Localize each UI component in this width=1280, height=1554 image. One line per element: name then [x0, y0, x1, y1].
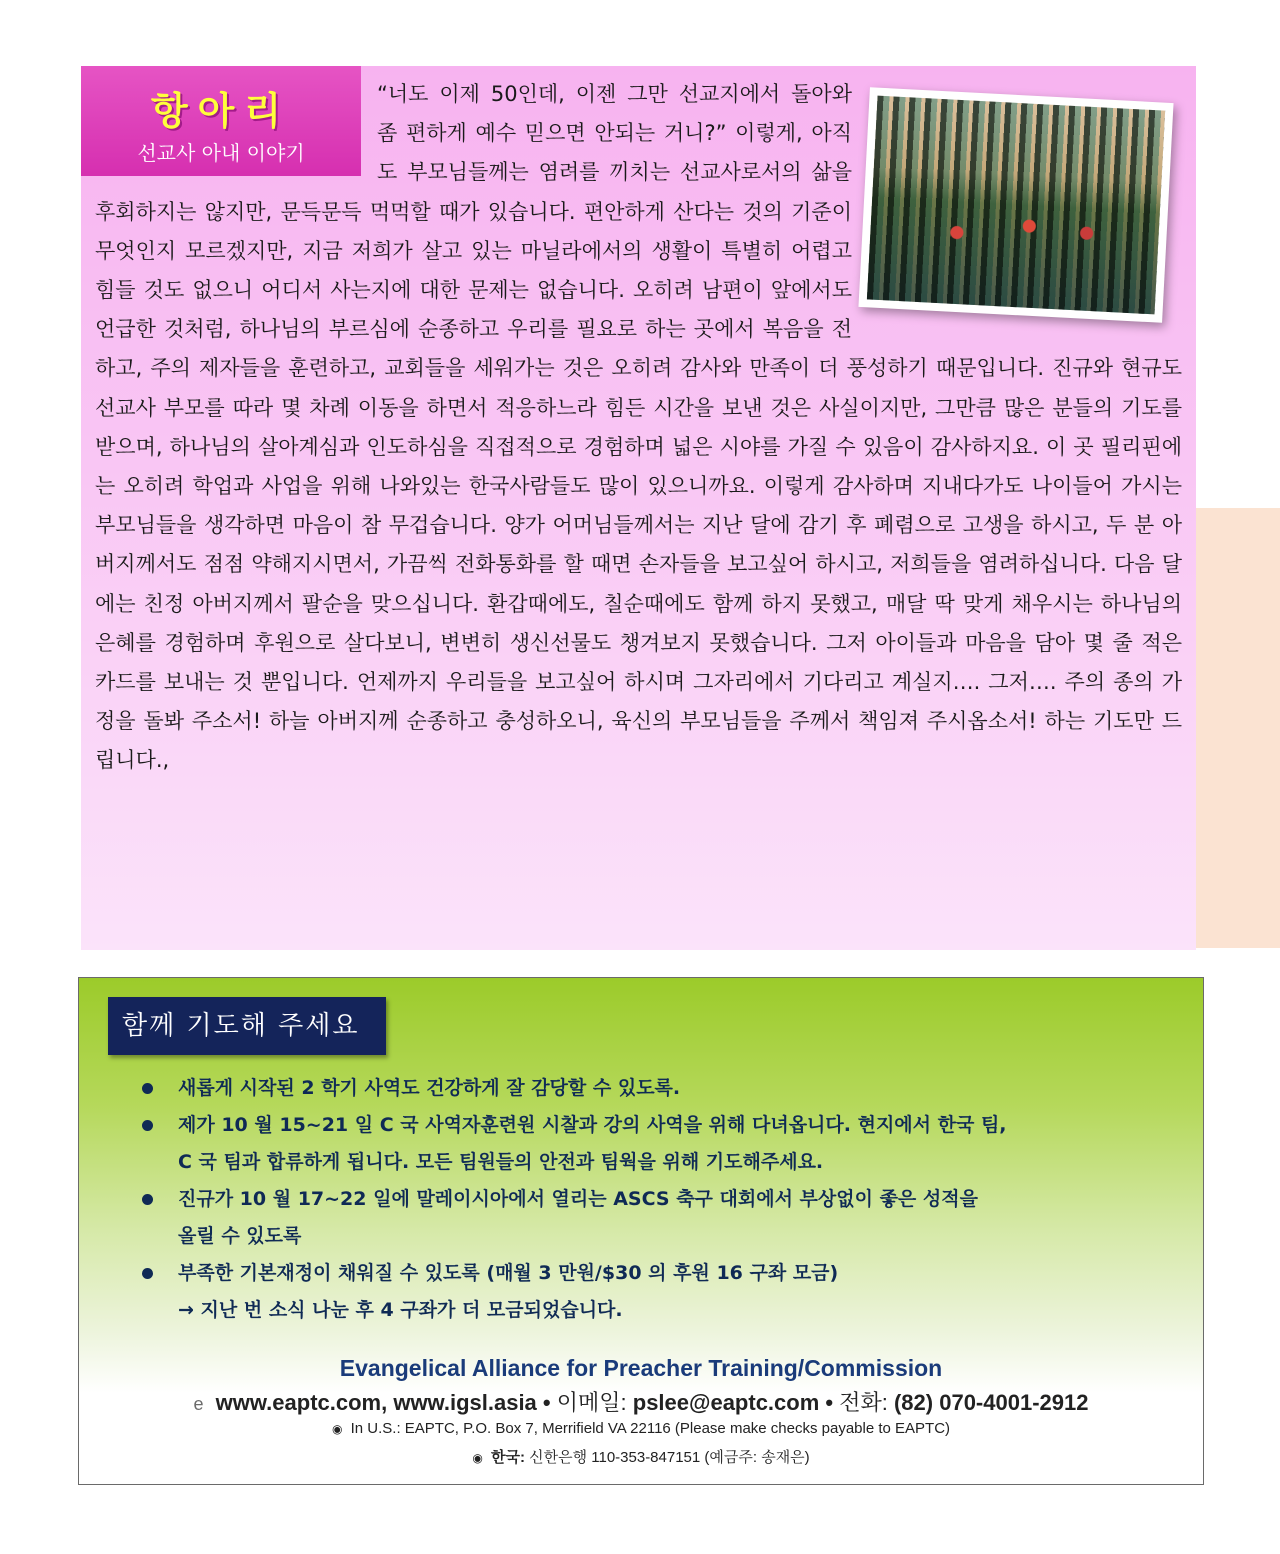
story-paragraph: “너도 이제 50인데, 이젠 그만 선교지에서 돌아와 좀 편하게 예수 믿으면 안되는 거니?” 이렇게, 아직도 부모님들께는 염려를 끼치는 선교사로서의 삶을 후회하지는 않지만, 문득문득 먹먹할 때가 있습니다. 편안하게 산다는 것의 기준이 무엇인지 모르겠지만, 지금 저희가 살고 있는 마닐라에서의 생활이 특별히 어렵고 힘들 것도 없으니 어디서 사는지에 대한 문제는 없습니다. 오히려 남편이 앞에서도 언급한 것처럼, 하나님의 부르심에 순종하고 우리를 필요로 하는 곳에서 복음을 전하고, 주의 제자들을 훈련하고, 교회들을 세워가는 것은 오히려 감사와 만족이 더 풍성하기 때문입니다. 진규와 현규도 선교사 부모를 따라 몇 차례 이동을 하면서 적응하느라 힘든 시간을 보낸 것은 사실이지만, 그만큼 많은 분들의 기도를 받으며, 하나님의 살아계심과 인도하심을 직접적으로 경험하며 넓은 시야를 가질 수 있음이 감사하지요. 이 곳 필리핀에는 오히려 학업과 사업을 위해 나와있는 한국사람들도 많이 있으니까요. 이렇게 감사하며 지내다가도 나이들어 가시는 부모님들을 생각하면 마음이 참 무겁습니다. 양가 어머님들께서는 지난 달에 감기 후 폐렴으로 고생을 하시고, 두 분 아버지께서도 점점 약해지시면서, 가끔씩 전화통화를 할 때면 손자들을 보고싶어 하시고, 저희들을 염려하십니다. 다음 달에는 친정 아버지께서 팔순을 맞으십니다. 환갑때에도, 칠순때에도 함께 하지 못했고, 매달 딱 맞게 채우시는 하나님의 은혜를 경험하며 후원으로 살다보니, 변변히 생신선물도 챙겨보지 못했습니다. 그저 아이들과 마음을 담아 몇 줄 적은 카드를 보내는 것 뿐입니다. 언제까지 우리들을 보고싶어 하시며 그자리에서 기다리고 계실지…. 그저…. 주의 종의 가정을 돌봐 주소서! 하늘 아버지께 순종하고 충성하오니, 육신의 부모님들을 주께서 책임져 주시옵소서! 하는 기도만 드립니다., [95, 82, 1182, 773]
prayer-item [140, 1070, 1180, 1107]
phone-label: 전화: [839, 1390, 888, 1415]
prayer-heading: 함께 기도해 주세요 [108, 997, 386, 1055]
badge-subtitle: 선교사 아내 이야기 [137, 141, 305, 165]
bullet-icon: ◉ [472, 1451, 483, 1465]
prayer-item-line: C 국 팀과 합류하게 됩니다. 모든 팀원들의 안전과 팀웍을 위해 기도해주세요. [178, 1151, 824, 1173]
prayer-item-line: 새롭게 시작된 2 학기 사역도 건강하게 잘 감당할 수 있도록. [178, 1077, 681, 1099]
badge-title: 항아리 [150, 88, 292, 133]
decorative-peach-shape [1196, 508, 1280, 948]
web-icon: e [193, 1394, 204, 1414]
prayer-item-line: 진규가 10 월 17~22 일에 말레이시아에서 열리는 ASCS 축구 대회에서 부상없이 좋은 성적을 [178, 1188, 978, 1210]
bullet-icon [142, 1120, 153, 1131]
phone-number: (82) 070-4001-2912 [893, 1390, 1089, 1415]
prayer-item [140, 1107, 1180, 1181]
contact-line [78, 1386, 1204, 1417]
bullet-icon [142, 1194, 153, 1205]
korea-bank-info [78, 1446, 1204, 1467]
decorative-peach-corner [1196, 920, 1224, 948]
bullet-icon [142, 1268, 153, 1279]
us-address-text: In U.S.: EAPTC, P.O. Box 7, Merrifield VA 22116 (Please make checks payable to EAPTC) [350, 1420, 951, 1437]
column-badge [81, 66, 361, 176]
family-photo-frame [858, 87, 1173, 323]
email-link[interactable]: pslee@eaptc.com [632, 1390, 820, 1415]
prayer-item-line: 부족한 기본재정이 채워질 수 있도록 (매월 3 만원/$30 의 후원 16 구좌 모금) [178, 1262, 839, 1284]
website-links[interactable]: www.eaptc.com, www.igsl.asia [215, 1390, 537, 1415]
bullet-icon [142, 1083, 153, 1094]
prayer-item-line: → 지난 번 소식 나눈 후 4 구좌가 더 모금되었습니다. [178, 1299, 623, 1321]
korea-label: 한국: [490, 1449, 525, 1466]
prayer-item-line: 제가 10 월 15~21 일 C 국 사역자훈련원 시찰과 강의 사역을 위해 다녀옵니다. 현지에서 한국 팀, [178, 1114, 1007, 1136]
organization-name: Evangelical Alliance for Preacher Training/Commission [339, 1355, 943, 1381]
separator: • [542, 1390, 551, 1415]
us-address [78, 1420, 1204, 1437]
korea-bank-text: 신한은행 110-353-847151 (예금주: 송재은) [529, 1449, 810, 1466]
email-label: 이메일: [556, 1390, 627, 1415]
prayer-item [140, 1181, 1180, 1255]
separator: • [825, 1390, 834, 1415]
bullet-icon: ◉ [331, 1422, 343, 1436]
prayer-item-line: 올릴 수 있도록 [178, 1225, 302, 1247]
prayer-list [140, 1070, 1180, 1329]
prayer-item [140, 1255, 1180, 1329]
group-photo [867, 96, 1165, 315]
